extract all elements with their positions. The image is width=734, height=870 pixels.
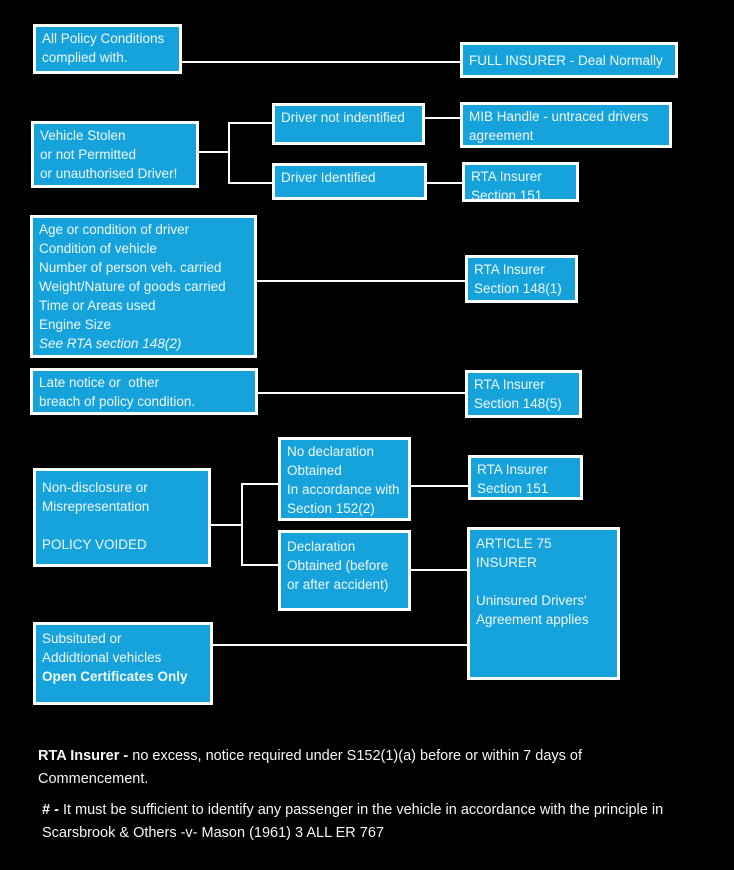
footnote-rta-insurer-text: no excess, notice required under S152(1)(a) before or within 7 days of Commencement.	[38, 748, 583, 787]
node-line: RTA Insurer	[474, 262, 545, 277]
connector-branch-to-declaration	[242, 564, 278, 566]
node-vehicle-stolen	[31, 121, 199, 188]
node-line: Agreement applies	[476, 612, 589, 627]
node-late-notice	[30, 368, 258, 415]
connector-driveridentified-to-rta151	[427, 182, 464, 184]
node-line: Misrepresentation	[42, 499, 150, 514]
connector-age-to-rta1481	[257, 280, 465, 282]
node-line: See RTA section 148(2)	[39, 336, 182, 351]
node-line: Age or condition of driver	[39, 222, 190, 237]
node-line: INSURER	[476, 555, 537, 570]
node-line: Vehicle Stolen	[40, 128, 126, 143]
connector-nodeclaration-to-rta151	[411, 485, 468, 487]
connector-policy-to-fullinsurer	[181, 61, 460, 63]
node-line: or after accident)	[287, 577, 389, 592]
node-line: Time or Areas used	[39, 298, 156, 313]
node-line: breach of policy condition.	[39, 394, 196, 409]
node-line: RTA Insurer	[471, 169, 542, 184]
node-line: Open Certificates Only	[42, 669, 188, 684]
node-full-insurer	[460, 42, 678, 78]
node-line: Section 148(5)	[474, 396, 562, 411]
footnote-rta-insurer-lead: RTA Insurer -	[38, 748, 129, 764]
node-line: Uninsured Drivers'	[476, 593, 587, 608]
node-line: All Policy Conditions	[42, 31, 165, 46]
node-line: Subsituted or	[42, 631, 122, 646]
node-declaration-obtained	[278, 530, 411, 611]
node-line: Addidtional vehicles	[42, 650, 162, 665]
node-mib-handle	[460, 102, 672, 148]
footnote-rta-insurer	[38, 745, 628, 791]
footnote-passenger-principle-lead: # -	[42, 802, 59, 818]
node-line: Section 152(2)	[287, 501, 375, 516]
node-rta-insurer-section-148-1	[465, 255, 578, 303]
connector-nondisclosure-branch-vertical	[241, 483, 243, 566]
node-line: Engine Size	[39, 317, 112, 332]
footnote-passenger-principle-text: It must be sufficient to identify any passenger in the vehicle in accordance with the principle in Scarsbrook & Others -v- Mason (1961) 3 ALL ER 767	[42, 802, 664, 841]
node-driver-not-identified	[272, 103, 425, 145]
node-line: POLICY VOIDED	[42, 537, 147, 552]
node-line: RTA Insurer	[477, 462, 548, 477]
node-line: Condition of vehicle	[39, 241, 157, 256]
node-age-or-condition	[30, 215, 257, 358]
node-rta-insurer-section-151-top	[462, 162, 579, 202]
node-line-spacer	[42, 516, 202, 535]
connector-branch-to-drivernotidentified	[229, 122, 272, 124]
connector-drivernotidentified-to-mib	[425, 117, 462, 119]
connector-vehiclestolen-branch-vertical	[228, 122, 230, 184]
node-rta-insurer-section-148-5	[465, 370, 582, 418]
footnote-passenger-principle	[42, 799, 690, 845]
node-no-declaration	[278, 437, 411, 521]
node-line: Driver not indentified	[281, 110, 405, 125]
node-line: complied with.	[42, 50, 128, 65]
node-line: Section 151	[471, 188, 543, 202]
node-line: Declaration	[287, 539, 356, 554]
node-line: Section 148(1)	[474, 281, 562, 296]
node-line: Non-disclosure or	[42, 480, 148, 495]
node-line: or not Permitted	[40, 147, 137, 162]
node-article-75-insurer	[467, 527, 620, 680]
node-line: or unauthorised Driver!	[40, 166, 178, 181]
node-line: In accordance with	[287, 482, 400, 497]
node-line: FULL INSURER - Deal Normally	[469, 52, 663, 68]
node-substituted-vehicles	[33, 622, 213, 705]
connector-branch-to-nodeclaration	[242, 483, 278, 485]
node-line: RTA Insurer	[474, 377, 545, 392]
node-line: Obtained (before	[287, 558, 389, 573]
node-line: agreement	[469, 128, 534, 143]
node-line: No declaration	[287, 444, 375, 459]
node-line: Late notice or other	[39, 375, 160, 390]
node-line: Obtained	[287, 463, 342, 478]
node-line: ARTICLE 75	[476, 536, 552, 551]
connector-nondisclosure-stub	[210, 524, 242, 526]
connector-latenotice-to-rta1485	[258, 392, 465, 394]
node-rta-insurer-section-151-mid	[468, 455, 583, 500]
node-line: Weight/Nature of goods carried	[39, 279, 226, 294]
connector-vehiclestolen-stub	[199, 151, 229, 153]
node-line: Section 151	[477, 481, 549, 496]
node-line: Driver Identified	[281, 170, 376, 185]
connector-branch-to-driveridentified	[229, 182, 272, 184]
node-driver-identified	[272, 163, 427, 200]
connector-substituted-to-article75	[213, 644, 467, 646]
node-line-spacer	[476, 572, 611, 591]
node-line: MIB Handle - untraced drivers	[469, 109, 649, 124]
node-all-policy-conditions	[33, 24, 182, 74]
node-line: Number of person veh. carried	[39, 260, 222, 275]
node-non-disclosure	[33, 468, 211, 567]
connector-declaration-to-article75	[411, 569, 467, 571]
